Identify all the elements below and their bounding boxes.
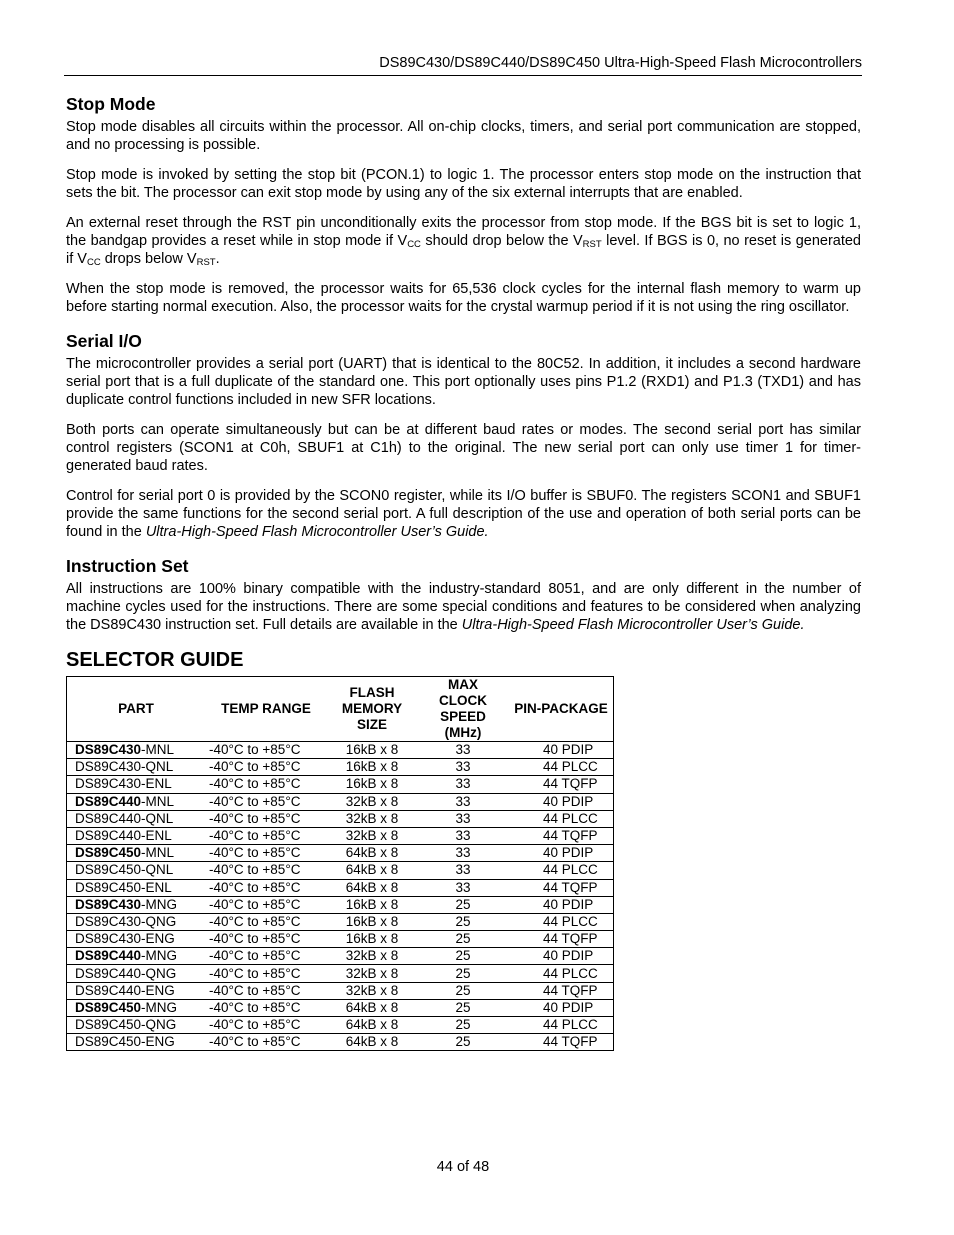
cell-part	[67, 999, 206, 1016]
cell-clock-speed: 25	[417, 931, 509, 948]
cell-temp-range: -40°C to +85°C	[205, 759, 327, 776]
cell-temp-range: -40°C to +85°C	[205, 879, 327, 896]
cell-pin-package: 40 PDIP	[509, 845, 614, 862]
subscript: CC	[407, 239, 421, 250]
cell-flash-size: 64kB x 8	[327, 845, 417, 862]
cell-clock-speed: 25	[417, 896, 509, 913]
cell-flash-size: 32kB x 8	[327, 948, 417, 965]
selector-guide-table	[66, 676, 614, 1051]
cell-clock-speed: 25	[417, 999, 509, 1016]
cell-temp-range: -40°C to +85°C	[205, 896, 327, 913]
table-row	[67, 793, 614, 810]
column-header-pin-package: PIN-PACKAGE	[509, 677, 614, 742]
cell-part	[67, 810, 206, 827]
cell-clock-speed: 33	[417, 879, 509, 896]
part-family: DS89C440	[75, 793, 142, 809]
part-suffix: DS89C450-ENG	[75, 1034, 175, 1050]
cell-flash-size: 64kB x 8	[327, 1034, 417, 1051]
cell-part	[67, 776, 206, 793]
serial-io-heading: Serial I/O	[66, 331, 142, 351]
part-family: DS89C440	[75, 948, 142, 964]
column-header-flash-memory-size: FLASH MEMORY SIZE	[327, 677, 417, 742]
cell-flash-size: 64kB x 8	[327, 999, 417, 1016]
part-suffix: DS89C450-ENL	[75, 879, 172, 895]
cell-part	[67, 931, 206, 948]
cell-pin-package: 40 PDIP	[509, 948, 614, 965]
text-run: drops below V	[100, 251, 197, 267]
cell-pin-package: 40 PDIP	[509, 742, 614, 759]
cell-flash-size: 32kB x 8	[327, 793, 417, 810]
column-header-part: PART	[67, 677, 206, 742]
cell-flash-size: 32kB x 8	[327, 810, 417, 827]
selector-guide-heading: SELECTOR GUIDE	[66, 649, 244, 671]
stop-mode-paragraph-3	[66, 214, 861, 268]
guide-title: Ultra-High-Speed Flash Microcontroller User’s Guide.	[461, 617, 805, 633]
part-suffix: DS89C430-ENG	[75, 931, 175, 947]
page-content	[66, 94, 861, 1051]
cell-temp-range: -40°C to +85°C	[205, 913, 327, 930]
table-row	[67, 742, 614, 759]
part-suffix: -MNG	[141, 999, 178, 1015]
cell-flash-size: 64kB x 8	[327, 879, 417, 896]
cell-pin-package: 40 PDIP	[509, 793, 614, 810]
cell-flash-size: 32kB x 8	[327, 827, 417, 844]
stop-mode-paragraph-1: Stop mode disables all circuits within the processor. All on-chip clocks, timers, and serial port communication are stopped, and no processing is possible.	[66, 119, 861, 153]
cell-temp-range: -40°C to +85°C	[205, 742, 327, 759]
table-row	[67, 913, 614, 930]
cell-pin-package: 44 PLCC	[509, 759, 614, 776]
instruction-set-paragraph	[66, 580, 861, 634]
cell-temp-range: -40°C to +85°C	[205, 776, 327, 793]
text-run: An external reset through the RST pin unconditionally exits the processor from stop mode. If the BGS bit is set to logic 1, the bandgap provides a reset while in stop mode if V	[66, 215, 861, 249]
part-suffix: DS89C440-ENL	[75, 828, 172, 844]
table-row	[67, 896, 614, 913]
cell-part	[67, 845, 206, 862]
part-suffix: DS89C430-QNG	[75, 913, 177, 929]
cell-flash-size: 32kB x 8	[327, 982, 417, 999]
subscript: RST	[582, 239, 602, 250]
serial-io-paragraph-1: The microcontroller provides a serial port (UART) that is identical to the 80C52. In addition, it includes a second hardware serial port that is a full duplicate of the standard one. This port optionally uses pins P1.2 (RXD1) and P1.3 (TXD1) and has duplicate control functions included in new SFR locations.	[66, 356, 861, 408]
cell-temp-range: -40°C to +85°C	[205, 862, 327, 879]
stop-mode-paragraph-2: Stop mode is invoked by setting the stop bit (PCON.1) to logic 1. The processor enters stop mode on the instruction that sets the bit. The processor can exit stop mode by using any of the six external interrupts that are enabled.	[66, 167, 861, 201]
page-number: 44 of 48	[436, 1159, 490, 1175]
cell-temp-range: -40°C to +85°C	[205, 965, 327, 982]
table-header-row	[67, 677, 614, 742]
instruction-set-heading: Instruction Set	[66, 556, 189, 576]
cell-part	[67, 1034, 206, 1051]
cell-pin-package: 44 TQFP	[509, 879, 614, 896]
cell-flash-size: 32kB x 8	[327, 965, 417, 982]
cell-flash-size: 16kB x 8	[327, 931, 417, 948]
cell-temp-range: -40°C to +85°C	[205, 948, 327, 965]
cell-clock-speed: 33	[417, 827, 509, 844]
cell-pin-package: 40 PDIP	[509, 999, 614, 1016]
cell-part	[67, 793, 206, 810]
table-row	[67, 965, 614, 982]
cell-part	[67, 827, 206, 844]
text-run: level. If BGS is 0, no reset is generated if V	[66, 233, 861, 267]
cell-part	[67, 982, 206, 999]
cell-part	[67, 862, 206, 879]
cell-temp-range: -40°C to +85°C	[205, 810, 327, 827]
part-suffix: DS89C430-ENL	[75, 776, 172, 792]
column-header-max-clock-speed: MAX CLOCK SPEED (MHz)	[417, 677, 509, 742]
cell-clock-speed: 25	[417, 1017, 509, 1034]
cell-clock-speed: 25	[417, 982, 509, 999]
subscript: RST	[196, 257, 216, 268]
cell-temp-range: -40°C to +85°C	[205, 827, 327, 844]
part-suffix: -MNL	[141, 845, 175, 861]
cell-temp-range: -40°C to +85°C	[205, 793, 327, 810]
running-header: DS89C430/DS89C440/DS89C450 Ultra-High-Speed Flash Microcontrollers	[64, 55, 862, 76]
text-run: Control for serial port 0 is provided by the SCON0 register, while its I/O buffer is SBUF0. The registers SCON1 and SBUF1 provide the same functions for the second serial port. A full description of the use and operation of both serial ports can be found in the	[66, 488, 861, 540]
table-row	[67, 845, 614, 862]
cell-clock-speed: 25	[417, 965, 509, 982]
selector-table-body	[67, 742, 614, 1051]
serial-io-paragraph-3	[66, 487, 861, 541]
table-row	[67, 1017, 614, 1034]
cell-temp-range: -40°C to +85°C	[205, 999, 327, 1016]
cell-clock-speed: 25	[417, 1034, 509, 1051]
table-row	[67, 999, 614, 1016]
cell-clock-speed: 33	[417, 845, 509, 862]
cell-flash-size: 16kB x 8	[327, 913, 417, 930]
cell-clock-speed: 33	[417, 759, 509, 776]
cell-part	[67, 896, 206, 913]
cell-part	[67, 913, 206, 930]
cell-temp-range: -40°C to +85°C	[205, 931, 327, 948]
table-row	[67, 948, 614, 965]
cell-pin-package: 44 PLCC	[509, 965, 614, 982]
cell-part	[67, 759, 206, 776]
cell-pin-package: 44 TQFP	[509, 827, 614, 844]
cell-part	[67, 965, 206, 982]
table-row	[67, 810, 614, 827]
cell-pin-package: 44 PLCC	[509, 810, 614, 827]
part-suffix: -MNL	[141, 793, 175, 809]
cell-pin-package: 44 TQFP	[509, 776, 614, 793]
table-row	[67, 879, 614, 896]
cell-clock-speed: 25	[417, 913, 509, 930]
table-row	[67, 1034, 614, 1051]
part-suffix: -MNG	[141, 948, 178, 964]
text-run: should drop below the V	[420, 233, 583, 249]
cell-clock-speed: 33	[417, 776, 509, 793]
cell-clock-speed: 33	[417, 742, 509, 759]
cell-clock-speed: 33	[417, 862, 509, 879]
part-suffix: DS89C440-QNL	[75, 810, 174, 826]
text-run: All instructions are 100% binary compatible with the industry-standard 8051, and are only different in the number of machine cycles used for the instructions. There are some special conditions and features to be considered when analyzing the DS89C430 instruction set. Full details are available in the	[66, 581, 861, 633]
cell-temp-range: -40°C to +85°C	[205, 1034, 327, 1051]
part-suffix: DS89C430-QNL	[75, 759, 174, 775]
table-row	[67, 931, 614, 948]
cell-temp-range: -40°C to +85°C	[205, 1017, 327, 1034]
cell-clock-speed: 25	[417, 948, 509, 965]
part-family: DS89C450	[75, 845, 142, 861]
part-suffix: DS89C440-ENG	[75, 982, 175, 998]
cell-part	[67, 1017, 206, 1034]
cell-pin-package: 44 PLCC	[509, 1017, 614, 1034]
table-row	[67, 759, 614, 776]
cell-flash-size: 64kB x 8	[327, 1017, 417, 1034]
column-header-temp-range: TEMP RANGE	[205, 677, 327, 742]
cell-flash-size: 16kB x 8	[327, 776, 417, 793]
stop-mode-paragraph-4: When the stop mode is removed, the processor waits for 65,536 clock cycles for the internal flash memory to warm up before starting normal execution. Also, the processor waits for the crystal warmup period if it is not using the ring oscillator.	[66, 281, 861, 315]
subscript: CC	[86, 257, 101, 268]
cell-part	[67, 742, 206, 759]
cell-part	[67, 879, 206, 896]
table-row	[67, 827, 614, 844]
cell-clock-speed: 33	[417, 793, 509, 810]
cell-flash-size: 64kB x 8	[327, 862, 417, 879]
part-suffix: DS89C440-QNG	[75, 965, 177, 981]
stop-mode-heading: Stop Mode	[66, 94, 156, 114]
table-row	[67, 776, 614, 793]
cell-pin-package: 44 TQFP	[509, 982, 614, 999]
serial-io-paragraph-2: Both ports can operate simultaneously but can be at different baud rates or modes. The second serial port has similar control registers (SCON1 at C0h, SBUF1 at C1h) to the original. The new serial port can only use timer 1 for timer-generated baud rates.	[66, 422, 861, 474]
part-suffix: DS89C450-QNG	[75, 1017, 177, 1033]
guide-title: Ultra-High-Speed Flash Microcontroller User’s Guide.	[145, 524, 489, 540]
text-run: .	[215, 251, 220, 267]
cell-part	[67, 948, 206, 965]
cell-flash-size: 16kB x 8	[327, 896, 417, 913]
cell-pin-package: 44 PLCC	[509, 913, 614, 930]
table-row	[67, 862, 614, 879]
cell-pin-package: 40 PDIP	[509, 896, 614, 913]
part-suffix: -MNG	[141, 896, 178, 912]
cell-temp-range: -40°C to +85°C	[205, 845, 327, 862]
cell-pin-package: 44 TQFP	[509, 931, 614, 948]
part-family: DS89C430	[75, 896, 142, 912]
cell-flash-size: 16kB x 8	[327, 759, 417, 776]
part-suffix: DS89C450-QNL	[75, 862, 174, 878]
part-family: DS89C430	[75, 742, 142, 758]
cell-pin-package: 44 PLCC	[509, 862, 614, 879]
table-row	[67, 982, 614, 999]
cell-pin-package: 44 TQFP	[509, 1034, 614, 1051]
part-suffix: -MNL	[141, 742, 175, 758]
cell-temp-range: -40°C to +85°C	[205, 982, 327, 999]
cell-flash-size: 16kB x 8	[327, 742, 417, 759]
part-family: DS89C450	[75, 999, 142, 1015]
cell-clock-speed: 33	[417, 810, 509, 827]
